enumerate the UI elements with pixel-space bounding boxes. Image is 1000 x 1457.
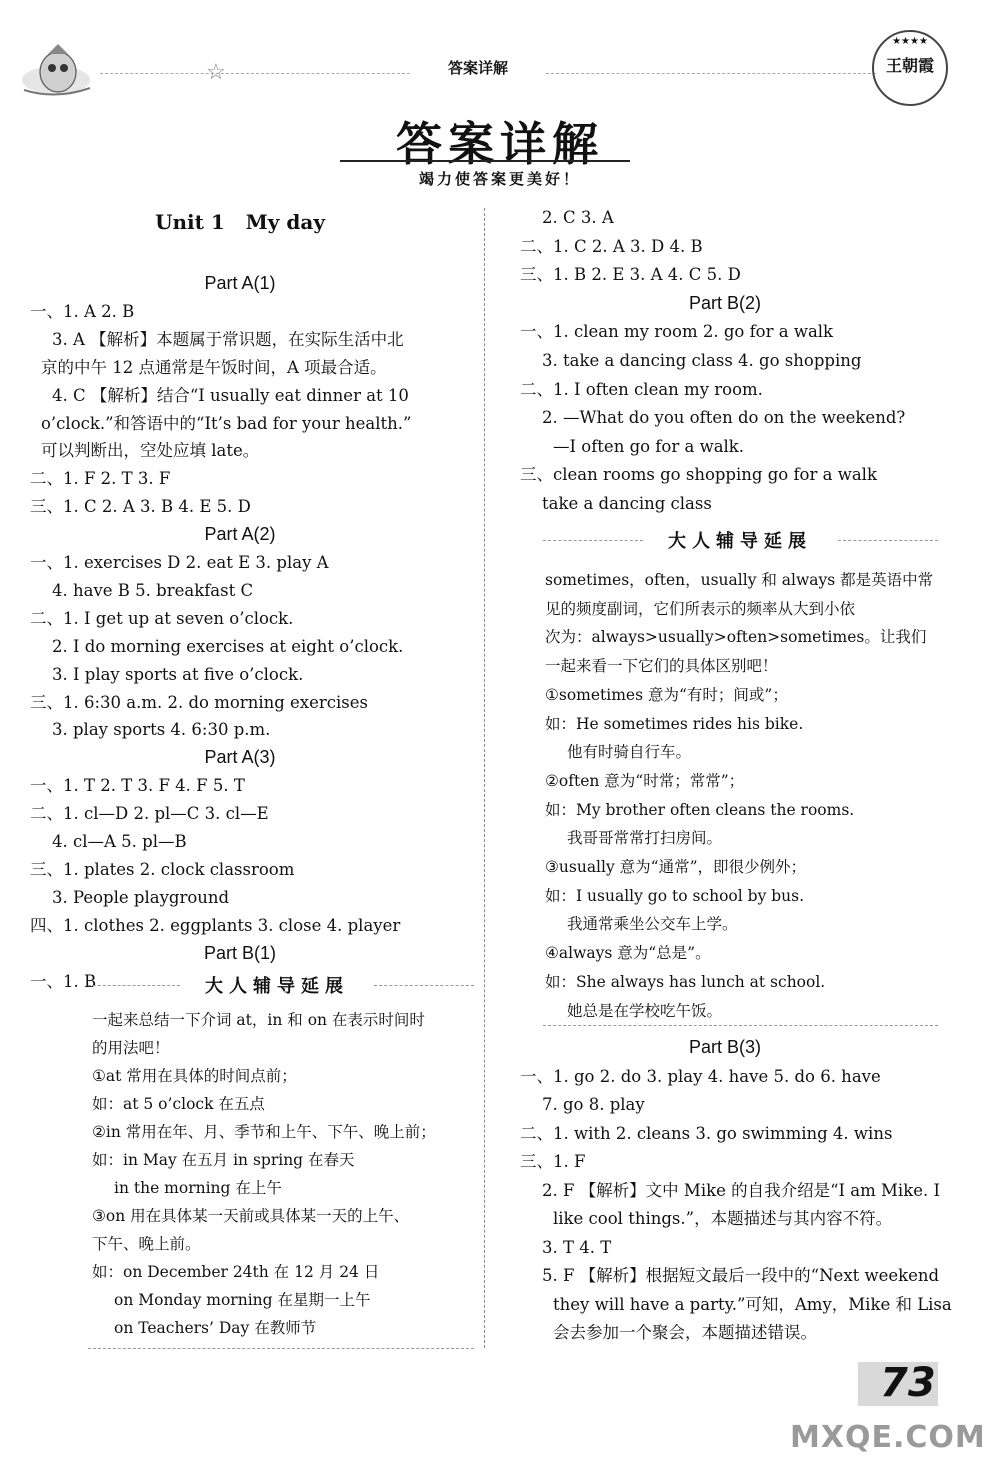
unit-title: Unit 1 My day	[155, 210, 325, 234]
answer-line: 一、1. exercises D 2. eat E 3. play A	[30, 553, 329, 572]
main-title: 答案详解	[396, 117, 604, 171]
answer-line: 2. —What do you often do on the weekend?	[542, 408, 906, 428]
tip-line: 如：My brother often cleans the rooms.	[545, 800, 855, 819]
star-icon: ☆	[206, 60, 226, 85]
answer-line: 二、1. cl—D 2. pl—C 3. cl—E	[30, 804, 269, 824]
stars-icon: ★★★★	[892, 36, 928, 47]
answer-line: 3. I play sports at five o’clock.	[52, 664, 304, 684]
answer-line: 三、1. 6:30 a.m. 2. do morning exercises	[30, 692, 368, 712]
answer-line: take a dancing class	[542, 494, 712, 513]
tip-line: ①at 常用在具体的时间点前；	[92, 1067, 297, 1085]
box-rule-left-b	[374, 985, 474, 986]
box-title: 大人辅导延展	[205, 976, 349, 997]
part-heading: Part A(1)	[204, 273, 276, 293]
answer-line: 2. F 【解析】文中 Mike 的自我介绍是“I am Mike. I	[542, 1180, 940, 1200]
tip-line: 如：He sometimes rides his bike.	[545, 714, 804, 733]
slogan: 竭力使答案更美好！	[418, 170, 581, 188]
answer-line: 三、1. plates 2. clock classroom	[30, 859, 295, 879]
answer-line: 三、1. F	[520, 1152, 586, 1171]
answer-line: 二、1. C 2. A 3. D 4. B	[520, 236, 703, 256]
part-heading: Part B(2)	[688, 292, 762, 313]
answer-line: 一、1. A 2. B	[30, 301, 135, 321]
box-bottom-rule	[543, 1025, 938, 1026]
tip-line: 如：at 5 o’clock 在五点	[92, 1095, 265, 1113]
part-heading: Part B(1)	[203, 942, 277, 963]
tip-line: sometimes，often，usually 和 always 都是英语中常	[545, 571, 934, 589]
box-title: 大人辅导延展	[668, 531, 812, 552]
answer-line: 京的中午 12 点通常是午饭时间，A 项最合适。	[41, 357, 387, 377]
tip-line: 次为：always>usually>often>sometimes。让我们	[545, 628, 927, 647]
answer-line: 三、1. B 2. E 3. A 4. C 5. D	[520, 265, 741, 285]
tip-line: 下午、晚上前。	[92, 1235, 201, 1253]
answer-line: 四、1. clothes 2. eggplants 3. close 4. player	[30, 915, 401, 935]
answer-line: 一、1. go 2. do 3. play 4. have 5. do 6. have	[520, 1066, 881, 1086]
tip-line: ④always 意为“总是”。	[545, 944, 711, 963]
box-rule-right-b	[838, 540, 938, 541]
answer-line: 三、clean rooms go shopping go for a walk	[520, 465, 877, 485]
watermark: MXQE.COM	[790, 1420, 986, 1455]
answer-line: 7. go 8. play	[542, 1095, 645, 1114]
tip-line: in the morning 在上午	[114, 1179, 282, 1197]
answer-line: 一、1. T 2. T 3. F 4. F 5. T	[30, 776, 245, 796]
tip-line: 我通常乘坐公交车上学。	[567, 915, 738, 934]
tip-line: ③on 用在具体某一天前或具体某一天的上午、	[92, 1207, 410, 1225]
box-bottom-rule	[88, 1348, 474, 1349]
tip-line: 如：She always has lunch at school.	[545, 972, 826, 991]
tip-line: 的用法吧！	[92, 1039, 170, 1057]
tip-line: 如：I usually go to school by bus.	[545, 886, 805, 905]
answer-line: 5. F 【解析】根据短文最后一段中的“Next weekend	[542, 1266, 940, 1285]
answer-line: 可以判断出，空处应填 late。	[41, 441, 260, 461]
answer-line: 二、1. I often clean my room.	[520, 379, 763, 399]
answer-line: 4. have B 5. breakfast C	[52, 580, 254, 600]
answer-line: 一、1. B	[30, 971, 97, 991]
part-heading: Part A(3)	[204, 747, 276, 768]
answer-line: —I often go for a walk.	[553, 436, 745, 456]
header-right-rule	[546, 73, 876, 74]
answer-line: 一、1. clean my room 2. go for a walk	[520, 322, 834, 342]
tip-line: ①sometimes 意为“有时；间或”；	[545, 685, 788, 704]
tip-line: ②often 意为“时常；常常”；	[545, 771, 745, 790]
answer-line: 会去参加一个聚会，本题描述错误。	[553, 1323, 817, 1342]
answer-line: 3. play sports 4. 6:30 p.m.	[52, 720, 271, 740]
tip-line: 如：on December 24th 在 12 月 24 日	[92, 1263, 380, 1281]
answer-line: o’clock.”和答语中的“It’s bad for your health.”	[41, 413, 412, 433]
tip-line: 如：in May 在五月 in spring 在春天	[92, 1151, 355, 1169]
header-left-rule	[100, 73, 410, 74]
header-title: 答案详解	[447, 59, 508, 77]
title-underline	[340, 160, 630, 162]
answer-line: 4. cl—A 5. pl—B	[52, 832, 187, 851]
answer-line: 2. C 3. A	[542, 208, 614, 227]
tip-line: 他有时骑自行车。	[567, 743, 692, 762]
tip-line: ③usually 意为“通常”，即很少例外；	[545, 858, 807, 876]
tip-line: on Teachers’ Day 在教师节	[114, 1319, 317, 1337]
brand-logo	[872, 30, 948, 106]
mascot-icon	[18, 40, 94, 98]
tip-line: 她总是在学校吃午饭。	[567, 1001, 723, 1020]
box-rule-right-a	[543, 540, 643, 541]
box-rule-left-a	[88, 985, 180, 986]
answer-line: 3. take a dancing class 4. go shopping	[542, 351, 862, 370]
part-heading: Part B(3)	[688, 1037, 762, 1057]
tip-line: 一起来看一下它们的具体区别吧！	[545, 657, 778, 676]
tip-line: ②in 常用在年、月、季节和上午、下午、晚上前；	[92, 1123, 436, 1141]
answer-line: 二、1. with 2. cleans 3. go swimming 4. wins	[520, 1123, 893, 1143]
tip-line: 我哥哥常常打扫房间。	[567, 829, 723, 848]
brand-logo-text: 王朝霞	[885, 56, 934, 75]
answer-line: they will have a party.”可知，Amy，Mike 和 Lisa	[553, 1294, 952, 1314]
tip-line: 见的频度副词，它们所表示的频率从大到小依	[545, 599, 856, 618]
answer-line: 2. I do morning exercises at eight o’clock.	[52, 636, 404, 656]
tip-line: 一起来总结一下介词 at，in 和 on 在表示时间时	[92, 1011, 425, 1029]
answer-line: 3. T 4. T	[542, 1237, 612, 1257]
page-number: 73	[880, 1360, 936, 1406]
answer-line: 3. People playground	[52, 887, 230, 907]
part-heading: Part A(2)	[204, 524, 276, 545]
column-divider	[484, 208, 485, 1348]
answer-line: 4. C 【解析】结合“I usually eat dinner at 10	[52, 385, 409, 405]
tip-line: on Monday morning 在星期一上午	[114, 1291, 371, 1309]
answer-line: 三、1. C 2. A 3. B 4. E 5. D	[30, 497, 251, 517]
answer-line: 二、1. I get up at seven o’clock.	[30, 608, 294, 628]
answer-line: 二、1. F 2. T 3. F	[30, 469, 171, 489]
answer-line: 3. A 【解析】本题属于常识题，在实际生活中北	[52, 329, 404, 349]
answer-line: like cool things.”，本题描述与其内容不符。	[553, 1209, 893, 1228]
